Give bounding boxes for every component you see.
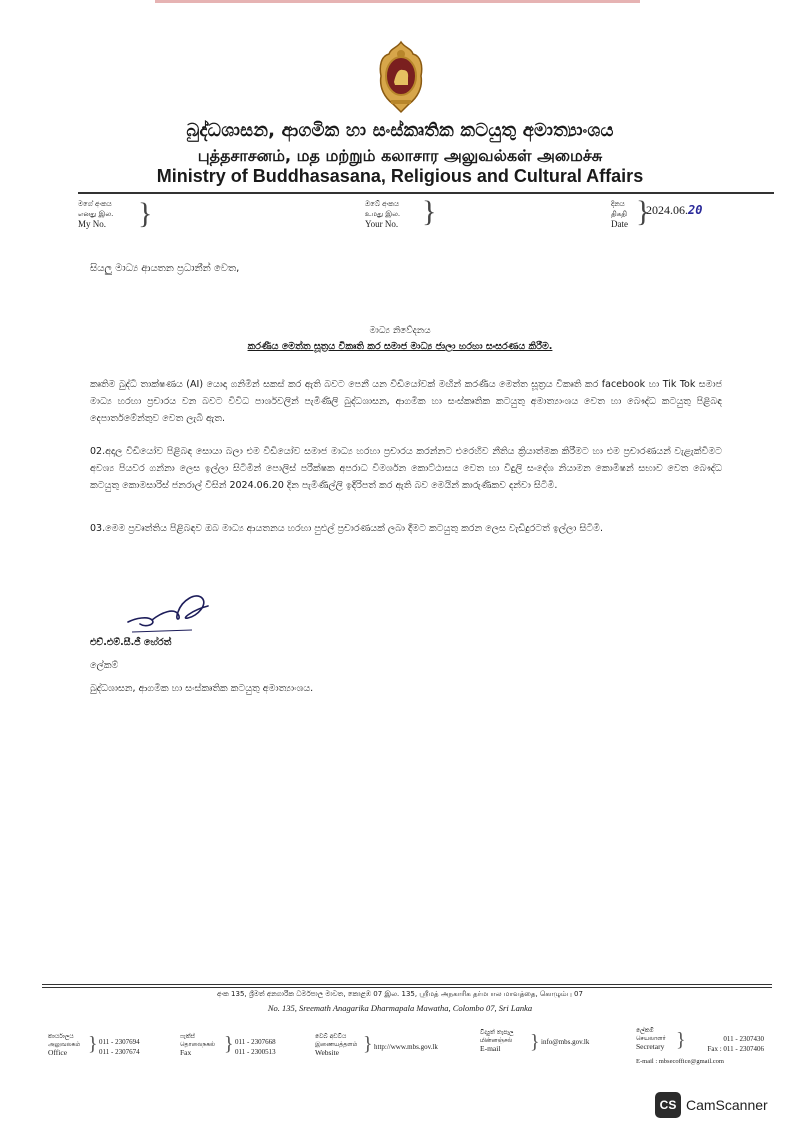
- website-label: වෙබ් අඩවිය இணையத்தளம் Website: [315, 1033, 358, 1057]
- paragraph-3: 03.මෙම ප්‍රවෘත්තිය පිළිබඳව ඔබ මාධ්‍ය ආයතනය හරහා පුළුල් ප්‍රචාරණයක් ලබා දීමට කටයුතු කරන ලෙස වැඩිදුරටත් ඉල්ලා සිටිමි.: [90, 523, 603, 534]
- office-brace: }: [88, 1033, 98, 1055]
- signature-icon: [122, 588, 218, 634]
- office-label: කාර්යාලය அலுவலகம் Office: [48, 1033, 81, 1057]
- ministry-title-tamil: புத்தசாசனம், மத மற்றும் கலாசார அலுவல்கள் அமைச்சு: [197, 146, 603, 165]
- email-link[interactable]: info@mbs.gov.lk: [541, 1038, 590, 1046]
- fax-numbers: 011 - 2307668 011 - 2300513: [235, 1038, 276, 1056]
- ministry-title-sinhala: බුද්ධශාසන, ආගමික හා සංස්කෘතික කටයුතු අමාත්‍යාංශය: [186, 120, 614, 141]
- my-number-brace: }: [138, 197, 153, 230]
- signer-name: එච්.එම්.සී.ජී හේරත්: [90, 637, 172, 648]
- footer-divider: [42, 984, 772, 985]
- fax-label: ෆැක්ස් தொலைநகல் Fax: [180, 1033, 216, 1057]
- date-label: දිනය திகதி Date: [611, 200, 628, 229]
- camscanner-logo-icon: CS: [655, 1092, 681, 1118]
- ministry-title-english: Ministry of Buddhasasana, Religious and Cultural Affairs: [156, 166, 644, 186]
- footer-address-local: අංක 135, ශ්‍රීමත් අනගාරික ධර්මපාල මාවත, කොළඹ 07 இல. 135, ஸ்ரீமத் அநகாரிக தர்மபால மாவத்தை, கொழும்பு 07: [217, 990, 583, 998]
- email-label: විද්‍යුත් තැපෑල மின்னஞ்சல் E-mail: [480, 1029, 514, 1053]
- handwritten-day: 20: [688, 203, 703, 217]
- your-number-label: ඔබේ අංකය உமது இல. Your No.: [365, 200, 401, 229]
- footer-address-english: No. 135, Sreemath Anagarika Dharmapala Mawatha, Colombo 07, Sri Lanka: [267, 1003, 533, 1013]
- date-value: 2024.06.20: [646, 203, 703, 217]
- secretary-contacts: 011 - 2307430 Fax : 011 - 2307406: [707, 1035, 764, 1053]
- notice-title: මාධ්‍ය නිවේදනය: [369, 326, 431, 336]
- my-number-label: මගේ අංකය எனது இல. My No.: [78, 200, 114, 229]
- date-brace: }: [636, 195, 651, 228]
- email-brace: }: [530, 1031, 540, 1053]
- signer-ministry: බුද්ධශාසන, ආගමික හා සංස්කෘතික කටයුතු අමාත්‍යාංශය.: [90, 683, 314, 694]
- salutation: සියලු මාධ්‍ය ආයතන ප්‍රධානීන් වෙත,: [90, 263, 240, 274]
- your-number-brace: }: [422, 195, 437, 228]
- fax-brace: }: [224, 1033, 234, 1055]
- secretary-email: E-mail : mbsecoffice@gmail.com: [636, 1058, 724, 1065]
- sri-lanka-emblem-icon: [375, 40, 427, 114]
- paragraph-2: 02.අදාල වීඩියෝව පිළිබඳ සොයා බලා එම වීඩියෝව සමාජ මාධ්‍ය හරහා ප්‍රචාරය කරන්නට එරෙහිව නීතිය ක්‍රියාත්මක කිරීමට හා එම ප්‍රචාරණයන් වැළැක්වීමට අවශ්‍ය පියවර ගන්නා ලෙස ඉල්ලා සිටිමින් පොලිස් පරීක්ෂක අපරාධ විමර්ශන කොට්ඨාසය වෙත හා විදුලි සංදේශ නියාමන කොමිෂන් සභාව වෙත බෞද්ධ කටයුතු කොමසාරිස් ජනරාල් විසින් 2024.06.20 දින පැමිණිල්ලි ඉදිරිපත් කර ඇති බව මෙයින් කාරුණිකව දන්වා සිටිමි.: [90, 446, 722, 491]
- camscanner-watermark: CamScanner: [686, 1097, 768, 1113]
- secretary-brace: }: [676, 1029, 686, 1051]
- website-brace: }: [363, 1033, 373, 1055]
- signer-position: ලේකම්: [90, 660, 119, 671]
- signer-block: [90, 631, 313, 700]
- header-divider: [78, 192, 774, 194]
- office-phones: 011 - 2307694 011 - 2307674: [99, 1038, 140, 1056]
- paragraph-1: කෘතිම බුද්ධි තාක්ෂණය (AI) යොදා ගනිමින් සකස් කර ඇති බවට පෙනී යන වීඩියෝවක් මඟින් කරණීය මෙත්ත සූත්‍රය විකෘති කර facebook හා Tik Tok සමාජ මාධ්‍ය හරහා ප්‍රචාරය වන බවට විවිධ පාර්ශවලින් පැමිණිලි බුද්ධශාසන, ආගමික හා සංස්කෘතික කටයුතු අමාත්‍යාංශය වෙත හා බෞද්ධ කටයුතු පිළිබඳ දෙපාර්තමේන්තුව වෙත ලැබී ඇත.: [90, 379, 722, 424]
- secretary-label: ලේකම් செயலாளர் Secretary: [636, 1027, 666, 1051]
- footer-divider-second: [42, 987, 772, 988]
- notice-subject: කරණීය මෙත්ත සූත්‍රය විකෘති කර සමාජ මාධ්‍ය ජාලා හරහා සංසරණය කිරීම.: [247, 341, 553, 352]
- scan-top-edge: [155, 0, 640, 3]
- website-link[interactable]: http://www.mbs.gov.lk: [374, 1043, 438, 1051]
